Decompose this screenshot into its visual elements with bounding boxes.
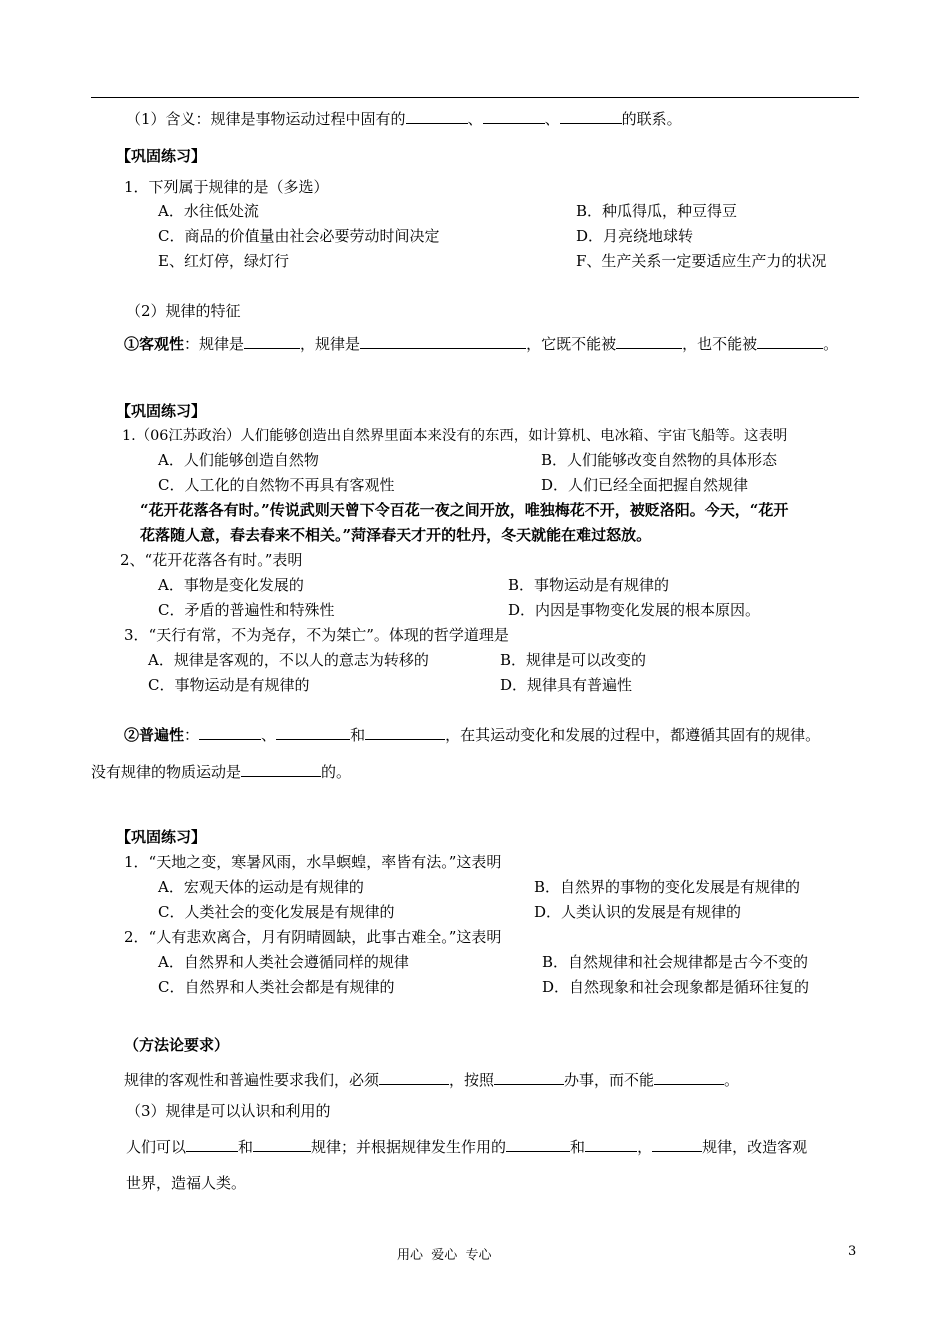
option: A．宏观天体的运动是有规律的 xyxy=(158,878,364,896)
option: B．事物运动是有规律的 xyxy=(508,576,670,594)
reading-passage: “花开花落各有时。”传说武则天曾下令百花一夜之间开放，唯独梅花不开，被贬洛阳。今天，“花开 xyxy=(140,501,789,519)
blank xyxy=(616,333,682,349)
question-stem: 3．“天行有常，不为尧存，不为桀亡”。体现的哲学道理是 xyxy=(124,626,509,644)
option: B．种瓜得瓜，种豆得豆 xyxy=(576,202,738,220)
blank xyxy=(654,1069,724,1085)
blank xyxy=(506,1136,570,1152)
footer-motto: 用心 爱心 专心 xyxy=(397,1248,492,1263)
question-stem: 2、“花开花落各有时。”表明 xyxy=(120,551,303,569)
definition-line: （1）含义：规律是事物运动过程中固有的 、 、 的联系。 xyxy=(126,110,682,128)
blank xyxy=(757,333,823,349)
blank xyxy=(244,333,300,349)
option: D．内因是事物变化发展的根本原因。 xyxy=(508,601,761,619)
exercise-heading: 【巩固练习】 xyxy=(116,147,207,165)
option: C．事物运动是有规律的 xyxy=(148,676,310,694)
blank xyxy=(186,1136,238,1152)
option: A．自然界和人类社会遵循同样的规律 xyxy=(158,953,409,971)
option: B．自然规律和社会规律都是古今不变的 xyxy=(542,953,809,971)
blank xyxy=(199,724,261,740)
blank xyxy=(494,1069,564,1085)
exercise-heading: 【巩固练习】 xyxy=(116,828,207,846)
option: C．人工化的自然物不再具有客观性 xyxy=(158,476,395,494)
blank xyxy=(406,108,468,124)
option: D．人类认识的发展是有规律的 xyxy=(534,903,742,921)
option: A．人们能够创造自然物 xyxy=(158,451,319,469)
option: D．自然现象和社会现象都是循环往复的 xyxy=(542,978,810,996)
question-stem: 1.（06江苏政治）人们能够创造出自然界里面本来没有的东西，如计算机、电冰箱、宇宙飞船等。这表明 xyxy=(122,428,788,444)
header-rule xyxy=(91,97,859,98)
recognize-line-2: 世界，造福人类。 xyxy=(126,1174,247,1192)
question-stem: 2．“人有悲欢离合，月有阴晴圆缺，此事古难全。”这表明 xyxy=(124,928,502,946)
blank xyxy=(379,1069,449,1085)
section-title: （2）规律的特征 xyxy=(126,302,241,320)
blank xyxy=(253,1136,311,1152)
blank xyxy=(652,1136,702,1152)
option: A．事物是变化发展的 xyxy=(158,576,304,594)
option: F、生产关系一定要适应生产力的状况 xyxy=(576,252,827,270)
blank xyxy=(276,724,350,740)
question-stem: 1．下列属于规律的是（多选） xyxy=(124,178,329,196)
option: B．规律是可以改变的 xyxy=(500,651,647,669)
option: D．月亮绕地球转 xyxy=(576,227,694,245)
option: A．水往低处流 xyxy=(158,202,259,220)
option: D．人们已经全面把握自然规律 xyxy=(541,476,749,494)
blank xyxy=(585,1136,637,1152)
blank xyxy=(560,108,622,124)
blank xyxy=(365,724,445,740)
universality-line: ②普遍性： 、 和 ，在其运动变化和发展的过程中，都遵循其固有的规律。 xyxy=(124,726,821,744)
option: A．规律是客观的，不以人的意志为转移的 xyxy=(148,651,429,669)
recognize-line: 人们可以 和 规律；并根据规律发生作用的 和 ， 规律，改造客观 xyxy=(126,1138,808,1156)
blank xyxy=(483,108,545,124)
exercise-heading: 【巩固练习】 xyxy=(116,402,207,420)
section-title: （方法论要求） xyxy=(124,1036,230,1054)
section-title: （3）规律是可以认识和利用的 xyxy=(126,1102,331,1120)
option: C．人类社会的变化发展是有规律的 xyxy=(158,903,395,921)
objectivity-line: ①客观性：规律是 ，规律是 ，它既不能被 ，也不能被 。 xyxy=(124,335,839,353)
option: C．自然界和人类社会都是有规律的 xyxy=(158,978,395,996)
option: B．自然界的事物的变化发展是有规律的 xyxy=(534,878,801,896)
universality-line-2: 没有规律的物质运动是 的。 xyxy=(91,763,352,781)
blank xyxy=(360,333,526,349)
option: C．商品的价值量由社会必要劳动时间决定 xyxy=(158,227,440,245)
option: C．矛盾的普遍性和特殊性 xyxy=(158,601,335,619)
question-stem: 1．“天地之变，寒暑风雨，水旱螟蝗，率皆有法。”这表明 xyxy=(124,853,502,871)
blank xyxy=(241,761,321,777)
option: E、红灯停，绿灯行 xyxy=(158,252,289,270)
reading-passage: 花落随人意，春去春来不相关。”菏泽春天才开的牡丹，冬天就能在难过怒放。 xyxy=(140,526,652,544)
option: B．人们能够改变自然物的具体形态 xyxy=(541,451,778,469)
option: D．规律具有普遍性 xyxy=(500,676,633,694)
methodology-line: 规律的客观性和普遍性要求我们，必须 ，按照 办事，而不能 。 xyxy=(124,1071,740,1089)
page-number: 3 xyxy=(848,1244,857,1259)
